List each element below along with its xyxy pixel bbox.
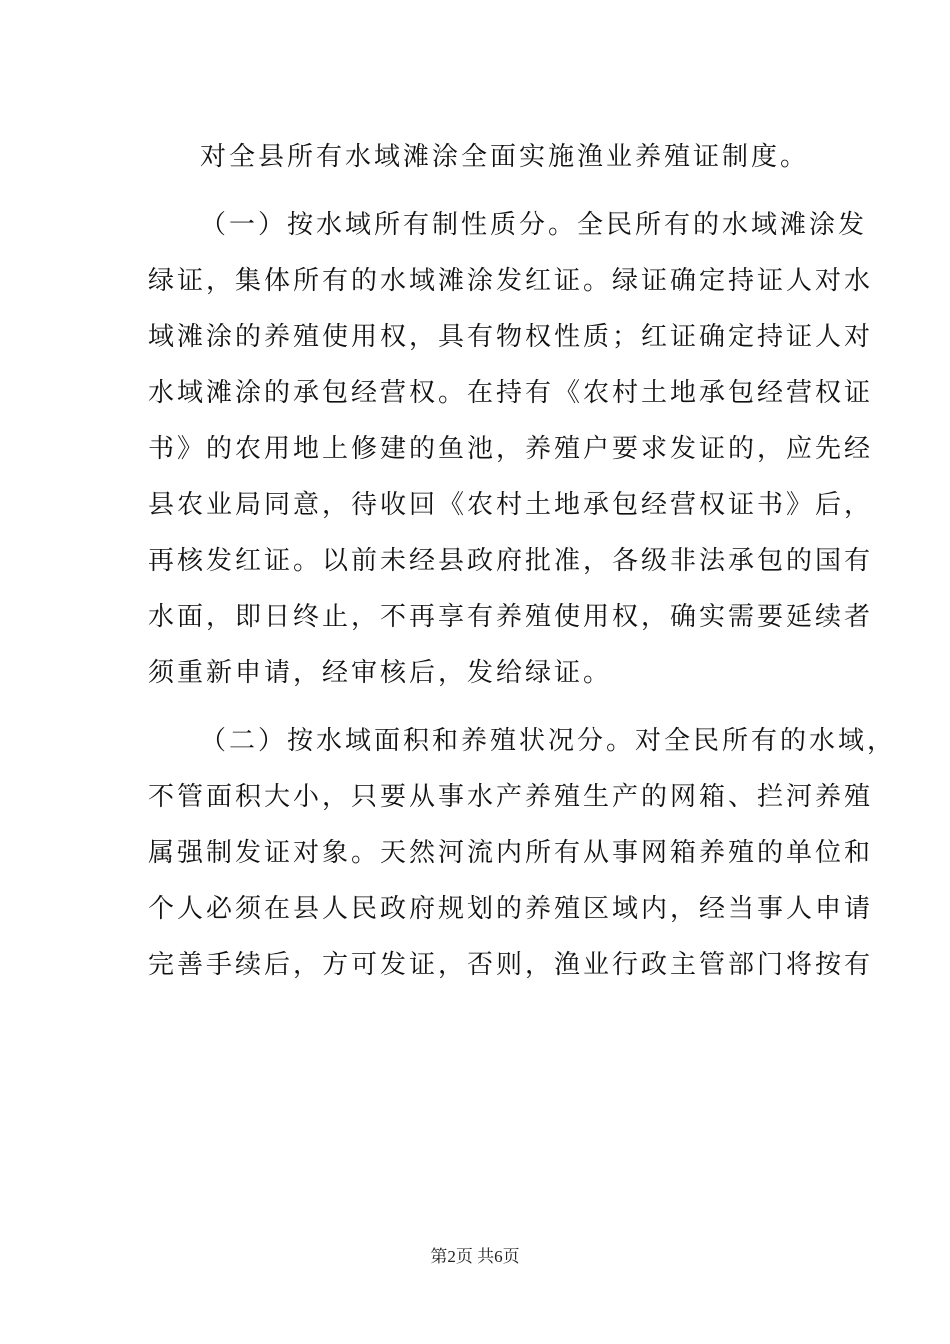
paragraph-line: 个人必须在县人民政府规划的养殖区域内，经当事人申请	[148, 894, 874, 924]
paragraph-line: 域滩涂的养殖使用权，具有物权性质；红证确定持证人对	[148, 322, 874, 352]
paragraph-line: （二）按水域面积和养殖状况分。对全民所有的水域，	[200, 726, 897, 756]
paragraph-line: 对全县所有水域滩涂全面实施渔业养殖证制度。	[200, 142, 810, 172]
paragraph-line: 水域滩涂的承包经营权。在持有《农村土地承包经营权证	[148, 378, 874, 408]
page-number: 第2页 共6页	[430, 1247, 520, 1266]
paragraph-line: 属强制发证对象。天然河流内所有从事网箱养殖的单位和	[148, 838, 874, 868]
paragraph-line: （一）按水域所有制性质分。全民所有的水域滩涂发	[200, 210, 868, 240]
paragraph-line: 完善手续后，方可发证，否则，渔业行政主管部门将按有	[148, 950, 874, 980]
paragraph-line: 县农业局同意，待收回《农村土地承包经营权证书》后，	[148, 490, 874, 520]
paragraph-line: 水面，即日终止，不再享有养殖使用权，确实需要延续者	[148, 602, 874, 632]
paragraph-line: 再核发红证。以前未经县政府批准，各级非法承包的国有	[148, 546, 874, 576]
paragraph-line: 须重新申请，经审核后，发给绿证。	[148, 658, 613, 688]
paragraph-line: 书》的农用地上修建的鱼池，养殖户要求发证的，应先经	[148, 434, 874, 464]
paragraph-line: 不管面积大小，只要从事水产养殖生产的网箱、拦河养殖	[148, 782, 874, 812]
paragraph-line: 绿证，集体所有的水域滩涂发红证。绿证确定持证人对水	[148, 266, 874, 296]
